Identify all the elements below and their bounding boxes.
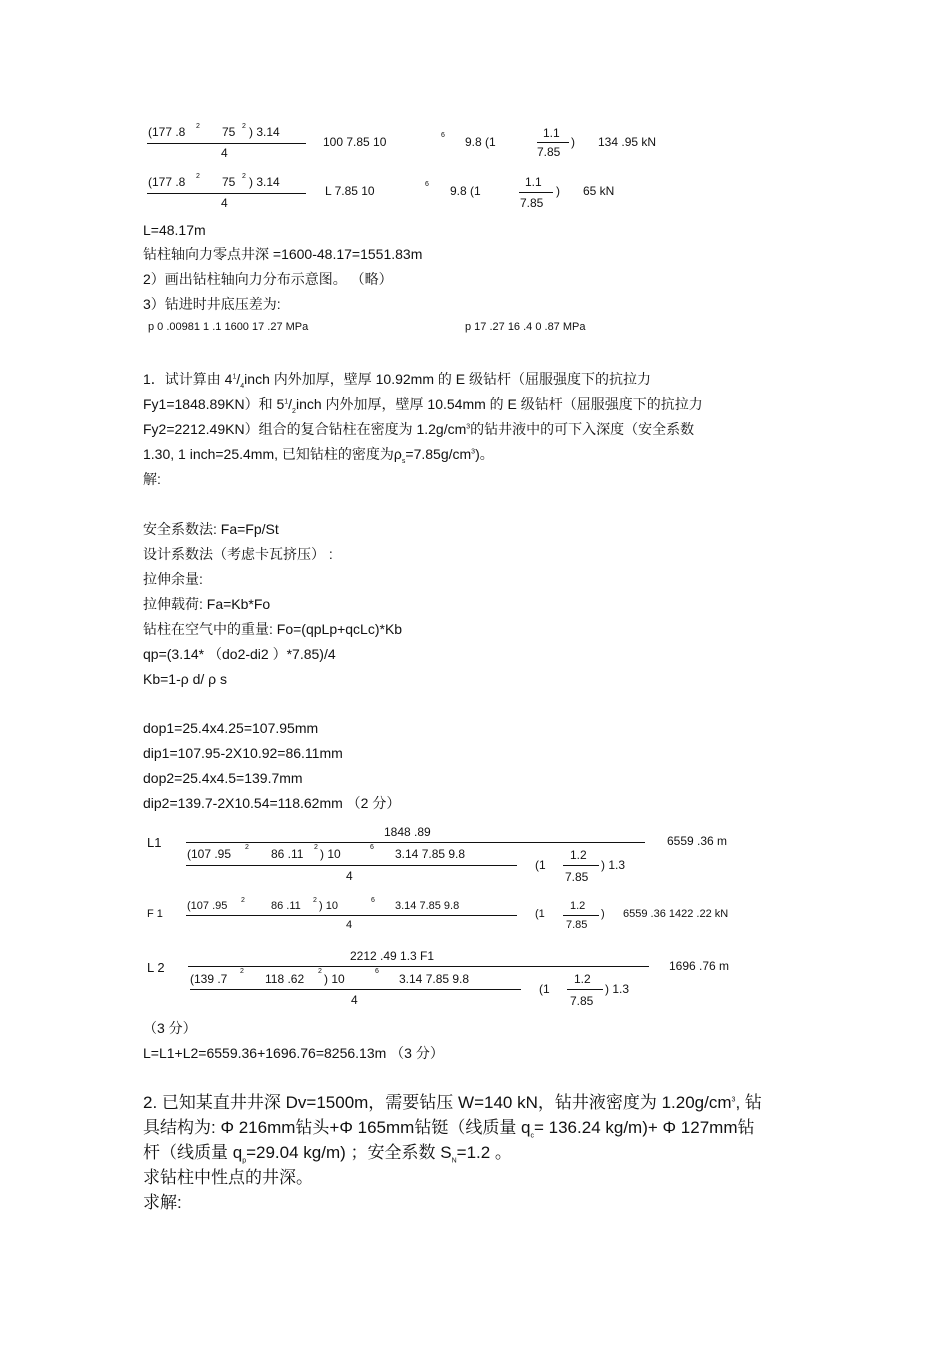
exponent: 2 xyxy=(196,123,200,130)
text-line: qp=(3.14* （do2-di2 ）*7.85)/4 xyxy=(143,646,336,662)
fraction-bar xyxy=(186,865,517,866)
text-line: Fy1=1848.89KN）和 $5^1/_2inch$ 内外加厚，壁厚 10.54mm 的 E 级钻杆（屈服强度下的抗拉力 xyxy=(143,396,703,415)
text-line: 安全系数法: Fa=Fp/St xyxy=(143,521,279,537)
text-line: 2）画出钻柱轴向力分布示意图。 （略） xyxy=(143,271,393,287)
text-line: dip2=139.7-2X10.54=118.62mm （2 分） xyxy=(143,795,401,811)
text-line: Kb=1-ρ d/ ρ s xyxy=(143,671,228,687)
fraction-bar xyxy=(186,915,517,916)
formula-term: (1 xyxy=(535,858,546,872)
formula-line: p 0 .00981 1 .1 1600 17 .27 MPa xyxy=(148,321,309,333)
equation-numerator: 1848 .89 xyxy=(384,825,431,839)
text-line: 拉伸余量: xyxy=(143,571,203,587)
fraction-bar xyxy=(537,142,569,143)
fraction-bar xyxy=(147,143,306,144)
formula-term: 9.8 (1 xyxy=(465,135,496,149)
formula-term: 75 xyxy=(222,125,236,139)
exponent: 2 xyxy=(313,897,317,904)
formula-term: ) 3.14 xyxy=(249,175,280,189)
formula-den: 4 xyxy=(346,869,353,883)
formula-term: ) 3.14 xyxy=(249,125,280,139)
fraction-num: 1.2 xyxy=(570,848,587,862)
text-line: dop2=25.4x4.5=139.7mm xyxy=(143,770,303,786)
text-line: dop1=25.4x4.25=107.95mm xyxy=(143,720,319,736)
formula-den: 4 xyxy=(221,196,228,210)
fraction-bar xyxy=(147,193,306,194)
text-line: 钻柱轴向力零点井深 =1600-48.17=1551.83m xyxy=(143,246,423,262)
exponent: 6 xyxy=(375,968,379,975)
formula-result: 6559 .36 1422 .22 kN xyxy=(623,908,729,920)
formula-term: 86 .11 xyxy=(271,900,301,912)
formula-den: 4 xyxy=(346,919,353,931)
text-line: 1.30, 1 inch=25.4mm, 已知钻柱的密度为$\rho_s=7.85g/cm^3$)。 xyxy=(143,446,494,465)
formula-term: L 7.85 10 xyxy=(325,184,375,198)
formula-line: p 17 .27 16 .4 0 .87 MPa xyxy=(465,321,586,333)
formula-term: ) 10 xyxy=(319,900,338,912)
formula-result: 134 .95 kN xyxy=(598,135,657,149)
exponent: 2 xyxy=(242,123,246,130)
formula-term: 9.8 (1 xyxy=(450,184,481,198)
formula-term: (107 .95 xyxy=(187,900,228,912)
equation-numerator: 2212 .49 1.3 F1 xyxy=(350,949,435,963)
text-line: L=L1+L2=6559.36+1696.76=8256.13m （3 分） xyxy=(143,1045,444,1061)
formula-term: (177 .8 xyxy=(148,175,186,189)
fraction-bar xyxy=(567,989,603,990)
text-line: 1．试计算由 $4^1/_4inch$ 内外加厚，壁厚 10.92mm 的 E 级钻杆（屈服强度下的抗拉力 xyxy=(143,371,651,390)
exponent: 2 xyxy=(318,968,322,975)
paren: ) xyxy=(571,135,575,149)
equation-lhs: F 1 xyxy=(147,908,163,920)
equation-lhs: L1 xyxy=(147,835,162,850)
formula-term: ) 10 xyxy=(324,972,345,986)
text-line: 钻柱在空气中的重量: Fo=(qpLp+qcLc)*Kb xyxy=(143,621,403,637)
formula-term: (107 .95 xyxy=(187,847,232,861)
text-line: 3）钻进时井底压差为: xyxy=(143,296,281,312)
formula-term: (1 xyxy=(535,908,545,920)
text-line: 求钻柱中性点的井深。 xyxy=(143,1168,313,1187)
formula-den: 4 xyxy=(221,146,228,160)
formula-den: 4 xyxy=(351,993,358,1007)
equation-lhs: L 2 xyxy=(147,960,165,975)
formula-term: ) xyxy=(601,908,605,920)
formula-result: 65 kN xyxy=(583,184,615,198)
formula-term: ) 1.3 xyxy=(601,858,626,872)
exponent: 6 xyxy=(370,844,374,851)
score-note: （3 分） xyxy=(143,1020,197,1036)
formula-result: 1696 .76 m xyxy=(669,959,730,973)
exponent: 2 xyxy=(196,173,200,180)
fraction-den: 7.85 xyxy=(520,196,544,210)
text-line: 杆（线质量 $q_p=29.04$ kg/m) ；安全系数 $S_N=1.2$ 。 xyxy=(143,1143,512,1165)
text-line: 解: xyxy=(143,471,161,487)
exponent: 6 xyxy=(425,181,429,188)
formula-result: 6559 .36 m xyxy=(667,834,728,848)
formula-term: 75 xyxy=(222,175,236,189)
formula-term: (139 .7 xyxy=(190,972,228,986)
text-line: 求解: xyxy=(143,1193,182,1212)
text-line: 拉伸载荷: Fa=Kb*Fo xyxy=(143,596,271,612)
formula-term: 86 .11 xyxy=(271,847,304,861)
formula-term: ) 1.3 xyxy=(605,982,630,996)
fraction-bar xyxy=(563,915,599,916)
fraction-num: 1.2 xyxy=(570,900,586,912)
fraction-bar xyxy=(190,989,521,990)
exponent: 2 xyxy=(245,844,249,851)
formula-term: 3.14 7.85 9.8 xyxy=(399,972,470,986)
fraction-num: 1.2 xyxy=(574,972,591,986)
text-line: L=48.17m xyxy=(143,222,206,238)
fraction-bar xyxy=(563,865,599,866)
exponent: 6 xyxy=(441,132,445,139)
text-line: dip1=107.95-2X10.92=86.11mm xyxy=(143,745,343,761)
exponent: 2 xyxy=(314,844,318,851)
fraction-num: 1.1 xyxy=(543,126,560,140)
exponent: 2 xyxy=(242,173,246,180)
paren: ) xyxy=(556,184,560,198)
fraction-bar xyxy=(519,192,553,193)
formula-term: 118 .62 xyxy=(265,972,305,986)
text-line: 2. 已知某直井井深 Dv=1500m，需要钻压 W=140 kN，钻井液密度为 $1.20g/cm^3$, 钻 xyxy=(143,1093,762,1112)
text-line: 具结构为: Φ 216mm钻头+Φ 165mm钻铤（线质量 $q_c= 136.24$ kg/m)+ Φ 127mm钻 xyxy=(143,1118,755,1140)
formula-term: 3.14 7.85 9.8 xyxy=(395,847,466,861)
fraction-den: 7.85 xyxy=(565,870,589,884)
fraction-den: 7.85 xyxy=(566,919,588,931)
exponent: 2 xyxy=(240,968,244,975)
formula-term: 100 7.85 10 xyxy=(323,135,387,149)
formula-term: 3.14 7.85 9.8 xyxy=(395,900,460,912)
fraction-den: 7.85 xyxy=(537,145,561,159)
fraction-bar xyxy=(188,966,649,967)
exponent: 2 xyxy=(241,897,245,904)
fraction-num: 1.1 xyxy=(525,175,542,189)
formula-term: ) 10 xyxy=(320,847,341,861)
exponent: 6 xyxy=(371,897,375,904)
text-line: 设计系数法（考虑卡瓦挤压） : xyxy=(143,546,333,562)
fraction-den: 7.85 xyxy=(570,994,594,1008)
formula-term: (177 .8 xyxy=(148,125,186,139)
text-line: Fy2=2212.49KN）组合的复合钻柱在密度为 $1.2g/cm^3$的钻井液中的可下入深度（安全系数 xyxy=(143,421,695,437)
formula-term: (1 xyxy=(539,982,550,996)
fraction-bar xyxy=(186,842,645,843)
